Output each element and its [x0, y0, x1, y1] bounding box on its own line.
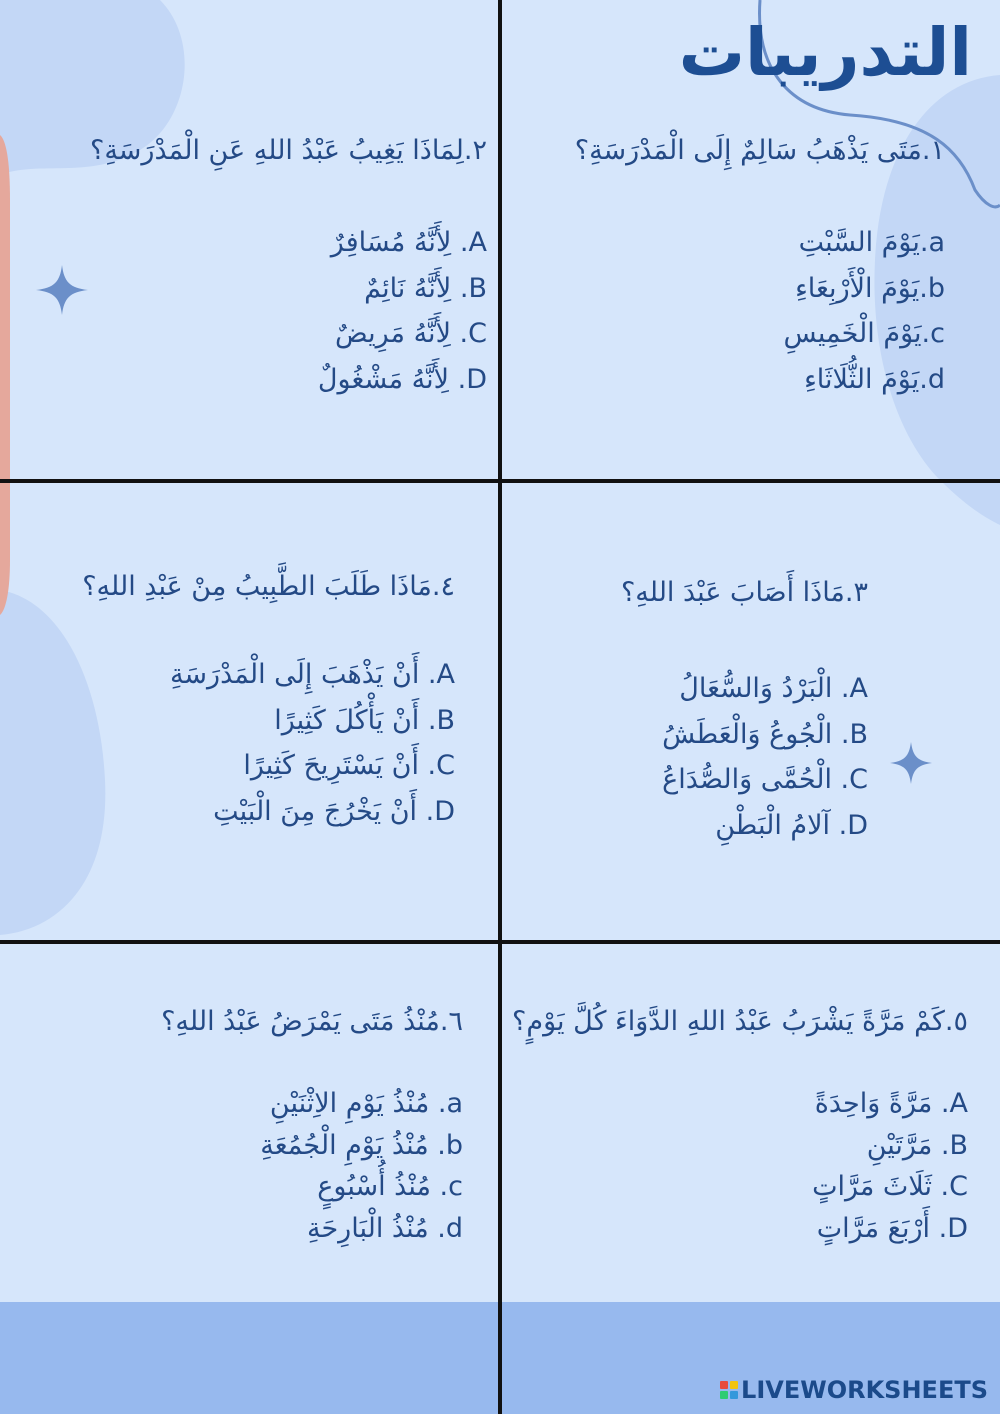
question-block-3	[621, 576, 868, 848]
question-text: ٦.مُنْذُ مَتَى يَمْرَضُ عَبْدُ اللهِ؟	[161, 1006, 463, 1037]
option-b[interactable]: b.يَوْمَ الْأَرْبِعَاءِ	[795, 272, 945, 304]
option-b[interactable]: B. أَنْ يَأْكُلَ كَثِيرًا	[274, 704, 455, 736]
logo-square-icon	[720, 1381, 728, 1389]
question-block-6	[161, 1005, 463, 1249]
option-b[interactable]: b. مُنْذُ يَوْمِ الْجُمُعَةِ	[260, 1129, 463, 1161]
options-list	[512, 1083, 968, 1249]
options-list	[90, 220, 487, 402]
question-block-2	[90, 134, 487, 402]
option-c[interactable]: c.يَوْمَ الْخَمِيسِ	[783, 318, 945, 349]
logo-text: LIVEWORKSHEETS	[741, 1376, 988, 1404]
option-d[interactable]: D. أَرْبَعَ مَرَّاتٍ	[816, 1212, 968, 1244]
option-a[interactable]: a.يَوْمَ السَّبْتِ	[798, 227, 945, 258]
option-c[interactable]: C. أَنْ يَسْتَرِيحَ كَثِيرًا	[243, 750, 455, 781]
option-a[interactable]: a. مُنْذُ يَوْمِ الاِثْنَيْنِ	[269, 1088, 463, 1119]
option-c[interactable]: C. ثَلَاثَ مَرَّاتٍ	[812, 1171, 968, 1202]
option-d[interactable]: D. آلامُ الْبَطْنِ	[715, 809, 868, 841]
coral-side-panel	[0, 135, 10, 615]
question-text: ١.مَتَى يَذْهَبُ سَالِمٌ إِلَى الْمَدْرَسَةِ؟	[574, 135, 945, 166]
question-text: ٤.مَاذَا طَلَبَ الطَّبِيبُ مِنْ عَبْدِ اللهِ؟	[82, 571, 455, 602]
option-c[interactable]: c. مُنْذُ أُسْبُوعٍ	[317, 1171, 463, 1202]
logo-square-icon	[730, 1391, 738, 1399]
option-d[interactable]: D. لِأَنَّهُ مَشْغُولٌ	[317, 363, 487, 395]
sparkle-star-icon	[890, 742, 932, 784]
horizontal-divider-bottom	[0, 940, 1000, 944]
option-b[interactable]: B. مَرَّتَيْنِ	[866, 1129, 968, 1161]
page-title: التدريبات	[678, 14, 972, 91]
options-list	[82, 652, 455, 834]
liveworksheets-logo-icon	[720, 1381, 738, 1399]
option-b[interactable]: B. لِأَنَّهُ نَائِمٌ	[364, 272, 487, 304]
options-list	[575, 220, 945, 402]
option-d[interactable]: D. أَنْ يَخْرُجَ مِنَ الْبَيْتِ	[213, 795, 455, 827]
sparkle-star-icon	[36, 265, 88, 315]
option-a[interactable]: A. الْبَرْدُ وَالسُّعَالُ	[679, 673, 868, 704]
question-block-5	[512, 1005, 968, 1249]
option-d[interactable]: d. مُنْذُ الْبَارِحَةِ	[307, 1212, 463, 1244]
option-a[interactable]: A. أَنْ يَذْهَبَ إِلَى الْمَدْرَسَةِ	[169, 659, 455, 690]
option-c[interactable]: C. لِأَنَّهُ مَرِيضٌ	[335, 318, 487, 349]
vertical-divider	[498, 0, 502, 1414]
option-c[interactable]: C. الْحُمَّى وَالصُّدَاعُ	[662, 764, 868, 795]
options-list	[161, 1083, 463, 1249]
question-block-4	[82, 570, 455, 834]
question-text: ٥.كَمْ مَرَّةً يَشْرَبُ عَبْدُ اللهِ الدَّوَاءَ كُلَّ يَوْمٍ؟	[512, 1006, 968, 1037]
logo-square-icon	[730, 1381, 738, 1389]
options-list	[621, 666, 868, 848]
option-a[interactable]: A. مَرَّةً وَاحِدَةً	[814, 1088, 968, 1119]
liveworksheets-logo[interactable]	[720, 1376, 988, 1404]
question-block-1	[575, 134, 945, 402]
option-a[interactable]: A. لِأَنَّهُ مُسَافِرٌ	[330, 227, 487, 258]
question-text: ٣.مَاذَا أَصَابَ عَبْدَ اللهِ؟	[620, 577, 868, 608]
question-text: ٢.لِمَاذَا يَغِيبُ عَبْدُ اللهِ عَنِ الْمَدْرَسَةِ؟	[89, 135, 487, 166]
logo-square-icon	[720, 1391, 728, 1399]
option-d[interactable]: d.يَوْمَ الثُّلَاثَاءِ	[804, 363, 945, 395]
option-b[interactable]: B. الْجُوعُ وَالْعَطَشُ	[662, 718, 868, 750]
horizontal-divider-top	[0, 479, 1000, 483]
